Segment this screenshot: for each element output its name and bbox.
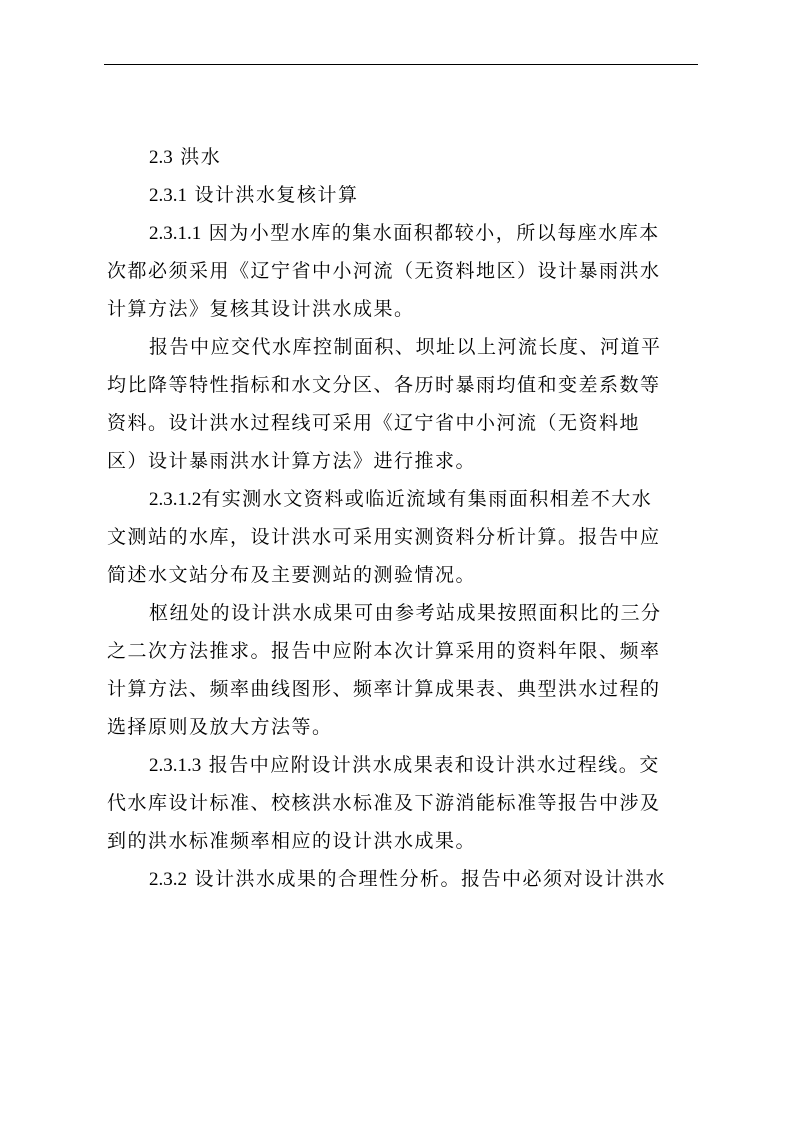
header-rule <box>104 64 698 65</box>
para-2-3-1-1-text-1: 因为小型水库的集水面积都较小，所以每座水库本 <box>201 222 660 244</box>
para-report-requirements-line-3: 资料。设计洪水过程线可采用《辽宁省中小河流（无资料地 <box>107 412 641 434</box>
para-2-3-1-3-text-1: 报告中应附设计洪水成果表和设计洪水过程线。交 <box>201 754 660 776</box>
para-2-3-1-2-line-2: 文测站的水库，设计洪水可采用实测资料分析计算。报告中应 <box>107 526 661 548</box>
para-2-3-1-3-line-1 <box>107 746 687 784</box>
para-2-3-1-2-line-3: 简述水文站分布及主要测站的测验情况。 <box>107 564 477 586</box>
document-body <box>107 138 687 898</box>
para-2-3-1-3-line-3: 到的洪水标准频率相应的设计洪水成果。 <box>107 830 477 852</box>
para-2-3-2-line-1 <box>107 860 687 898</box>
heading-2-3 <box>107 138 687 176</box>
para-2-3-1-3-line-2: 代水库设计标准、校核洪水标准及下游消能标准等报告中涉及 <box>107 792 661 814</box>
para-2-3-1-1-line-1 <box>107 214 687 252</box>
para-hub-design-flood-line-4: 选择原则及放大方法等。 <box>107 716 333 738</box>
para-report-requirements-line-2: 均比降等特性指标和水文分区、各历时暴雨均值和变差系数等 <box>107 374 661 396</box>
para-2-3-1-1-number: 2.3.1.1 <box>149 223 202 244</box>
heading-2-3-title: 洪水 <box>172 146 222 168</box>
para-2-3-1-2-number: 2.3.1.2 <box>149 489 202 510</box>
para-2-3-1-2-line-1 <box>107 480 687 518</box>
para-2-3-2-number: 2.3.2 <box>149 869 187 890</box>
heading-2-3-1-title: 设计洪水复核计算 <box>187 184 359 206</box>
para-hub-design-flood-line-1: 枢纽处的设计洪水成果可由参考站成果按照面积比的三分 <box>149 602 662 624</box>
para-hub-design-flood-line-3: 计算方法、频率曲线图形、频率计算成果表、典型洪水过程的 <box>107 678 661 700</box>
para-2-3-2-text-1: 设计洪水成果的合理性分析。报告中必须对设计洪水 <box>187 868 667 890</box>
para-2-3-1-2-text-1: 有实测水文资料或临近流域有集雨面积相差不大水 <box>201 488 653 510</box>
para-2-3-1-3-number: 2.3.1.3 <box>149 755 202 776</box>
heading-2-3-1-number: 2.3.1 <box>149 185 187 206</box>
para-hub-design-flood-line-2: 之二次方法推求。报告中应附本次计算采用的资料年限、频率 <box>107 640 661 662</box>
heading-2-3-1 <box>107 176 687 214</box>
para-report-requirements-line-4: 区）设计暴雨洪水计算方法》进行推求。 <box>107 450 477 472</box>
para-2-3-1-1-line-2: 次都必须采用《辽宁省中小河流（无资料地区）设计暴雨洪水 <box>107 260 661 282</box>
para-2-3-1-1-line-3: 计算方法》复核其设计洪水成果。 <box>107 298 415 320</box>
para-report-requirements-line-1: 报告中应交代水库控制面积、坝址以上河流长度、河道平 <box>149 336 662 358</box>
heading-2-3-number: 2.3 <box>149 147 173 168</box>
